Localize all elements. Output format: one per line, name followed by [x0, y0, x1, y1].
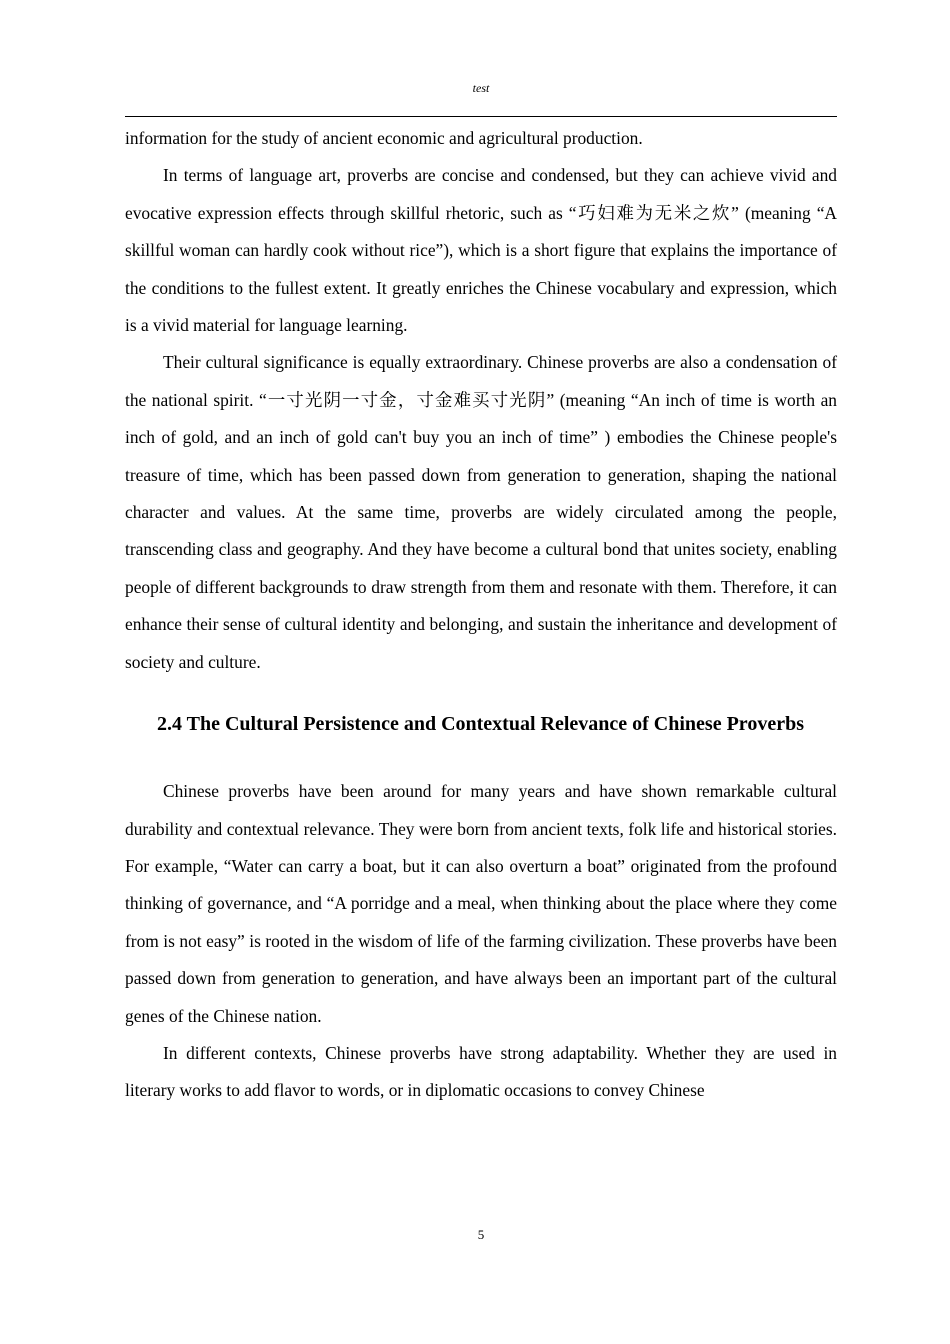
document-body — [125, 120, 837, 1110]
paragraph-cultural-durability: Chinese proverbs have been around for many years and have shown remarkable cultural durability and contextual relevance. They were born from ancient texts, folk life and historical stories. For example, “Water can carry a boat, but it can also overturn a boat” originated from the profound thinking of governance, and “A porridge and a meal, when thinking about the place where they come from is not easy” is rooted in the wisdom of life of the farming civilization. These proverbs have been passed down from generation to generation, and have always been an important part of the cultural genes of the Chinese nation. — [125, 781, 837, 1026]
paragraph-language-art: In terms of language art, proverbs are concise and condensed, but they can achieve vivid and evocative expression effects through skillful rhetoric, such as “巧妇难为无米之炊” (meaning “A skillful woman can hardly cook without rice”), which is a short figure that explains the importance of the conditions to the fullest extent. It greatly enriches the Chinese vocabulary and expression, which is a vivid material for language learning. — [125, 165, 837, 336]
header-divider — [125, 116, 837, 117]
page-header: test — [472, 81, 490, 95]
paragraph-adaptability: In different contexts, Chinese proverbs have strong adaptability. Whether they are used in literary works to add flavor to words, or in diplomatic occasions to convey Chinese — [125, 1042, 837, 1101]
page-number: 5 — [477, 1227, 485, 1242]
paragraph-cultural-significance: Their cultural significance is equally extraordinary. Chinese proverbs are also a condensation of the national spirit. “一寸光阴一寸金，寸金难买寸光阴” (meaning “An inch of time is worth an inch of gold, and an inch of gold can't buy you an inch of time” ) embodies the Chinese people's treasure of time, which has been passed down from generation to generation, shaping the national character and values. At the same time, proverbs are widely circulated among the people, transcending class and geography. And they have become a cultural bond that unites society, enabling people of different backgrounds to draw strength from them and resonate with them. Therefore, it can enhance their sense of cultural identity and belonging, and sustain the inheritance and development of society and culture. — [125, 352, 837, 672]
paragraph-continuation: information for the study of ancient economic and agricultural production. — [125, 128, 643, 148]
section-heading: 2.4 The Cultural Persistence and Contextual Relevance of Chinese Proverbs — [157, 713, 804, 736]
